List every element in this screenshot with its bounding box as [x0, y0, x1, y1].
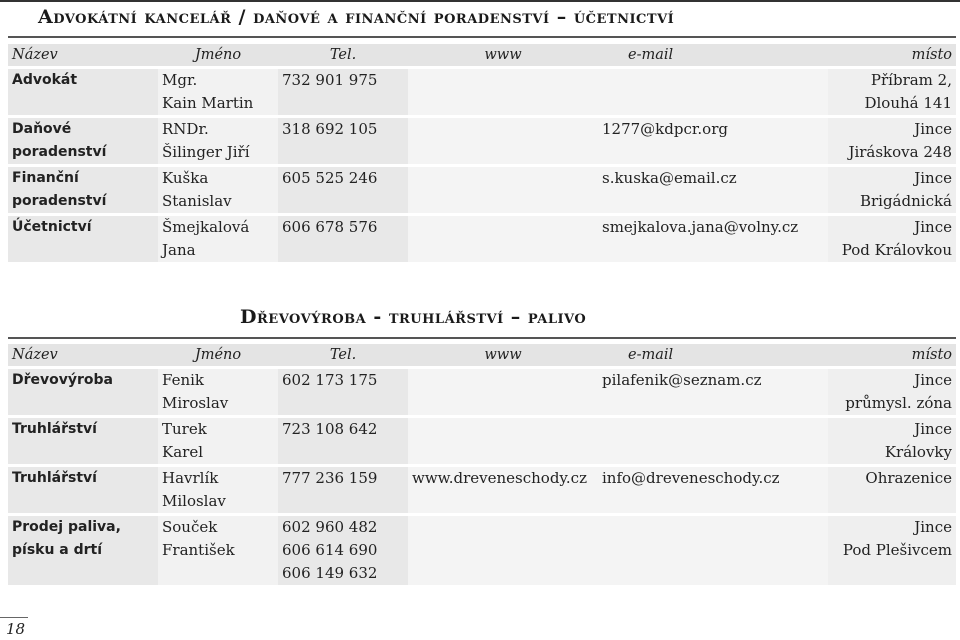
cell-tel: [278, 117, 408, 166]
cell-email-line[interactable]: pilafenik@seznam.cz: [602, 371, 762, 389]
header-nazev: Název: [8, 44, 158, 68]
cell-nazev: [8, 368, 158, 417]
cell-nazev: [8, 117, 158, 166]
cell-www: [408, 68, 598, 117]
cell-jmeno-line: Karel: [162, 443, 203, 461]
cell-email-line[interactable]: 1277@kdpcr.org: [602, 120, 728, 138]
header-email: e-mail: [598, 44, 828, 68]
page-number-rule: [0, 617, 28, 618]
cell-misto-line: Jince: [914, 120, 952, 138]
cell-misto: [828, 368, 956, 417]
cell-misto-line: Jince: [914, 218, 952, 236]
cell-tel-line: 732 901 975: [282, 71, 378, 89]
cell-nazev: [8, 515, 158, 586]
cell-nazev-line: Advokát: [12, 72, 78, 88]
cell-misto-line: Dlouhá 141: [864, 94, 952, 112]
cell-nazev: [8, 417, 158, 466]
cell-jmeno-line: Miloslav: [162, 492, 226, 510]
table-row: [8, 215, 956, 263]
cell-misto: [828, 466, 956, 515]
cell-email-line[interactable]: info@dreveneschody.cz: [602, 469, 780, 487]
cell-misto-line: Jiráskova 248: [848, 143, 952, 161]
cell-email: [598, 368, 828, 417]
header-jmeno: Jméno: [158, 344, 278, 368]
cell-tel: [278, 166, 408, 215]
cell-www: [408, 466, 598, 515]
cell-www: [408, 368, 598, 417]
cell-jmeno-line: Souček: [162, 518, 218, 536]
cell-misto-line: Ohrazenice: [865, 469, 952, 487]
cell-misto: [828, 215, 956, 263]
cell-misto-line: Jince: [914, 420, 952, 438]
section-divider: [8, 337, 956, 339]
cell-misto-line: Pod Královkou: [841, 241, 952, 259]
cell-misto: [828, 117, 956, 166]
table-header-row: [8, 44, 956, 68]
cell-tel: [278, 368, 408, 417]
cell-email: [598, 68, 828, 117]
cell-nazev-line: poradenství: [12, 144, 107, 160]
cell-jmeno-line: Turek: [162, 420, 207, 438]
cell-tel-line: 723 108 642: [282, 420, 378, 438]
cell-tel: [278, 515, 408, 586]
table-row: [8, 368, 956, 417]
cell-nazev-line: poradenství: [12, 193, 107, 209]
cell-email: [598, 117, 828, 166]
header-tel: Tel.: [278, 44, 408, 68]
cell-tel: [278, 68, 408, 117]
cell-nazev-line: Účetnictví: [12, 219, 92, 235]
cell-misto-line: průmysl. zóna: [845, 394, 952, 412]
table-row: [8, 68, 956, 117]
section-title-advokatni: Advokátní kancelář / daňové a finanční poradenství – účetnictví: [38, 6, 675, 28]
cell-www-line[interactable]: www.dreveneschody.cz: [412, 469, 587, 487]
cell-misto: [828, 166, 956, 215]
cell-tel: [278, 466, 408, 515]
directory-table-drevovyroba: [8, 344, 956, 585]
cell-tel-line: 318 692 105: [282, 120, 378, 138]
cell-jmeno-line: František: [162, 541, 235, 559]
page-number: 18: [6, 620, 26, 638]
cell-misto-line: Brigádnická: [859, 192, 952, 210]
table-header-row: [8, 344, 956, 368]
cell-nazev-line: Prodej paliva,: [12, 519, 121, 535]
cell-nazev-line: Daňové: [12, 121, 72, 137]
cell-email: [598, 166, 828, 215]
cell-jmeno-line: Kuška: [162, 169, 209, 187]
table-row: [8, 166, 956, 215]
cell-tel-line: 602 173 175: [282, 371, 378, 389]
cell-email-line[interactable]: smejkalova.jana@volny.cz: [602, 218, 799, 236]
cell-jmeno-line: Fenik: [162, 371, 205, 389]
header-jmeno: Jméno: [158, 44, 278, 68]
cell-jmeno-line: Mgr.: [162, 71, 198, 89]
cell-email: [598, 215, 828, 263]
cell-tel-line: 605 525 246: [282, 169, 378, 187]
cell-email-line[interactable]: s.kuska@email.cz: [602, 169, 737, 187]
cell-www: [408, 166, 598, 215]
header-email: e-mail: [598, 344, 828, 368]
table-row: [8, 117, 956, 166]
cell-tel-line: 606 149 632: [282, 564, 378, 582]
section-divider: [8, 36, 956, 38]
cell-misto-line: Příbram 2,: [870, 71, 952, 89]
section-title-drevovyroba: Dřevovýroba - truhlářství – palivo: [240, 306, 587, 328]
cell-nazev: [8, 166, 158, 215]
top-rule: [0, 0, 960, 2]
cell-jmeno-line: Šilinger Jiří: [162, 143, 250, 161]
cell-misto: [828, 68, 956, 117]
header-tel: Tel.: [278, 344, 408, 368]
cell-misto: [828, 515, 956, 586]
cell-jmeno: [158, 466, 278, 515]
table-row: [8, 466, 956, 515]
cell-email: [598, 417, 828, 466]
cell-tel-line: 777 236 159: [282, 469, 378, 487]
cell-misto-line: Pod Plešivcem: [842, 541, 952, 559]
cell-jmeno-line: Miroslav: [162, 394, 229, 412]
cell-www: [408, 215, 598, 263]
cell-nazev-line: písku a drtí: [12, 542, 103, 558]
cell-jmeno: [158, 417, 278, 466]
cell-jmeno: [158, 215, 278, 263]
cell-nazev-line: Truhlářství: [12, 421, 97, 437]
cell-misto-line: Jince: [914, 169, 952, 187]
cell-email: [598, 466, 828, 515]
cell-jmeno: [158, 166, 278, 215]
cell-misto-line: Jince: [914, 371, 952, 389]
cell-email: [598, 515, 828, 586]
cell-misto-line: Královky: [884, 443, 952, 461]
cell-nazev: [8, 215, 158, 263]
cell-tel-line: 606 614 690: [282, 541, 378, 559]
table-row: [8, 417, 956, 466]
cell-www: [408, 515, 598, 586]
cell-jmeno-line: Havrlík: [162, 469, 219, 487]
cell-jmeno-line: RNDr.: [162, 120, 209, 138]
cell-misto-line: Jince: [914, 518, 952, 536]
cell-nazev-line: Dřevovýroba: [12, 372, 114, 388]
header-misto: místo: [828, 344, 956, 368]
cell-tel: [278, 417, 408, 466]
header-www: www: [408, 44, 598, 68]
directory-table-advokatni: [8, 44, 956, 262]
header-nazev: Název: [8, 344, 158, 368]
cell-www: [408, 117, 598, 166]
header-misto: místo: [828, 44, 956, 68]
cell-jmeno-line: Šmejkalová: [162, 218, 250, 236]
cell-www: [408, 417, 598, 466]
cell-jmeno: [158, 515, 278, 586]
cell-jmeno-line: Kain Martin: [162, 94, 254, 112]
cell-tel: [278, 215, 408, 263]
cell-tel-line: 602 960 482: [282, 518, 378, 536]
cell-nazev-line: Finanční: [12, 170, 79, 186]
cell-jmeno-line: Jana: [162, 241, 196, 259]
cell-jmeno: [158, 117, 278, 166]
cell-tel-line: 606 678 576: [282, 218, 378, 236]
header-www: www: [408, 344, 598, 368]
cell-nazev-line: Truhlářství: [12, 470, 97, 486]
cell-jmeno-line: Stanislav: [162, 192, 232, 210]
cell-nazev: [8, 68, 158, 117]
cell-jmeno: [158, 368, 278, 417]
cell-nazev: [8, 466, 158, 515]
cell-jmeno: [158, 68, 278, 117]
cell-misto: [828, 417, 956, 466]
table-row: [8, 515, 956, 586]
